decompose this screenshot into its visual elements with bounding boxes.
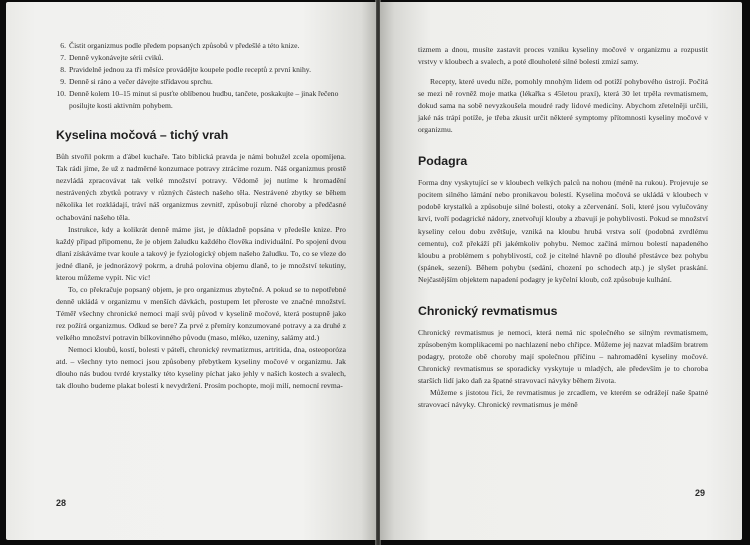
list-item-text: Pravidelně jednou za tři měsíce provádějte koupele podle receptů z první knihy. [69, 65, 311, 75]
right-page-content [418, 44, 708, 411]
body-paragraph: Nemoci kloubů, kostí, bolesti v páteři, chronický revmatizmus, artritida, dna, osteoporóza atd. – všechny tyto nemoci jsou způsobeny přebytkem kyseliny močové v organizmu. Jak dlouho nás budou tvrdé krystalky této kyseliny píchat jako jehly v našich kostech a svalech, tak dlouho budeme plakat bolestí k nevydržení. Prosím pochopte, moji milí, nemocní revma- [56, 345, 346, 391]
body-paragraph: To, co překračuje popsaný objem, je pro organizmus zbytečné. A pokud se to nepotřebné denně ukládá v organizmu v menších dávkách, postupem let přerostе ve značné množství. Téměř všechny chronické nemoci mají svůj původ v kyselině močové, která postupně jako rez požírá organizmus. Odkud se bere? Za prvé z přemíry konzumované potravy a za druhé z velkého množství potravin bílkovinného původu (maso, mléko, uzeniny, salámy atd.) [56, 284, 346, 342]
list-item-text: Denně kolem 10–15 minut si pusťte oblíbenou hudbu, tančete, poskakujte – jinak řečeno posilujte kosti aktivním pohybem. [69, 89, 339, 111]
page-number: 28 [56, 498, 67, 508]
section-heading: Podagra [418, 154, 468, 169]
body-paragraph: Forma dny vyskytující se v kloubech velkých palců na nohou (méně na rukou). Projevuje se pocitem silného lámání nebo pronikavou bolestí. Kyselina močová se ukládá v kloubech v podobě krystalků a způsobuje silné bolesti, otoky a zčervenání. Soli, které jsou vylučovány krví, tvoří podagrické nádory, znetvořují klouby a zbavují je pohyblivosti. Pokud se množství kyseliny celou dobu zvětšuje, vzniká na kloubu hrubá vrstva solí (podobná zvrdlému cementu), což překáží při jakémkoliv pohybu. Nemoc začíná mírnou bolestí napadeného kloubu a problémem s pohyblivostí, což je citelné hlavně po dlouhé přestávce bez pohybu (spánek, sezení). Během pohybu (sedání, chození po schodech atp.) je slyšet praskání. Nejčastějším objektem napadení podagry je kyčelní kloub, což způsobuje kulhání. [418, 178, 708, 284]
left-page [6, 2, 376, 540]
body-paragraph: Chronický revmatismus je nemoci, která nemá nic společného se silným revmatismem, způsobeným komplikacemi po nachlazení nebo chřipce. Můžeme jej nazvat mladším bratrem podagry, protože obě choroby mají společnou příčinu – nahromadění kyseliny močové. Chronický revmatismus se sporadicky vyskytuje u mladých, ale především je to choroba starších lidí jako daň za špatné stravovací návyky během života. [418, 327, 708, 385]
list-item [54, 64, 346, 76]
list-item-text: Čistit organizmus podle předem popsaných způsobů v předešlé a této knize. [69, 41, 300, 50]
right-page [380, 2, 742, 540]
body-paragraph: Instrukce, kdy a kolikrát denně máme jíst, je důkladně popsána v předešle knize. Pro každý připad připomenu, že je objem žaludku každého člověka individuální. Po spojení dvou dlaní získáváme tvar koule a takový je fyziologický objem našeho žaludku. To, co se vleze do jedné dlaně, je jednorázový pokrm, a druhá polovina objemu dlaně, to je množství tekutiny, kterou můžeme vypít. Nic víc! [56, 224, 346, 282]
list-item-number: 9. [60, 77, 66, 87]
section-heading: Kyselina močová – tichý vrah [56, 128, 229, 143]
list-item [54, 52, 346, 64]
list-item [54, 40, 346, 52]
list-item-text: Denně vykonávejte sérii cviků. [69, 53, 164, 63]
list-item-text: Denně si ráno a večer dávejte střídavou sprchu. [69, 77, 213, 87]
page-number: 29 [695, 488, 706, 498]
list-item-number: 10. [56, 89, 66, 99]
body-paragraph: tizmem a dnou, musíte zastavit proces vzniku kyseliny močové v organizmu a rozpustit vrstvy v kloubech a svalech, a poté dlouholeté silné bolesti zmizí samy. [418, 45, 708, 67]
section-heading: Chronický revmatismus [418, 303, 558, 318]
list-item-number: 7. [60, 53, 66, 63]
left-page-content [56, 40, 346, 392]
list-item-number: 8. [60, 65, 66, 75]
book-spread [4, 0, 746, 545]
list-item-number: 6. [60, 41, 66, 50]
body-paragraph: Recepty, které uvedu níže, pomohly mnohým lidem od potíží pohybového ústrojí. Počítá se mezi ně rovněž moje matka (lékařka s 45letou praxí), která 30 let trpěla revmatismem, dokud sama na sobě nevyzkoušela moudré rady lidové medicíny. Abychom zřetelněji určili, jaké nás trápí potíže, je třeba zkusit určit některé symptomy přítomnosti kyseliny močové v organizmu. [418, 77, 708, 135]
numbered-list [54, 40, 346, 112]
body-paragraph: Můžeme s jistotou říci, že revmatismus je zrcadlem, ve kterém se odrážejí naše špatné stravovací návyky. Chronický revmatismus je méně [418, 387, 708, 410]
list-item [54, 88, 346, 112]
list-item [54, 76, 346, 88]
body-paragraph: Bůh stvořil pokrm a ďábel kuchaře. Tato biblická pravda je námi bohužel zcela opomíjena. Tak rádi jíme, že už z nadměrné konzumace potravy ztrácíme rozum. Náš organizmus prostě nezvládá zpracovávat tak velké množství potravy. Vědomě jej nutíme k hromadění nestrávených zbytků potravy v různých částech našeho těla. Nestrávené zbytky se během několika let rozkládají, tráví náš organizmus zevnitř, způsobují různé choroby a předčasné ochabování našeho těla. [56, 152, 346, 222]
